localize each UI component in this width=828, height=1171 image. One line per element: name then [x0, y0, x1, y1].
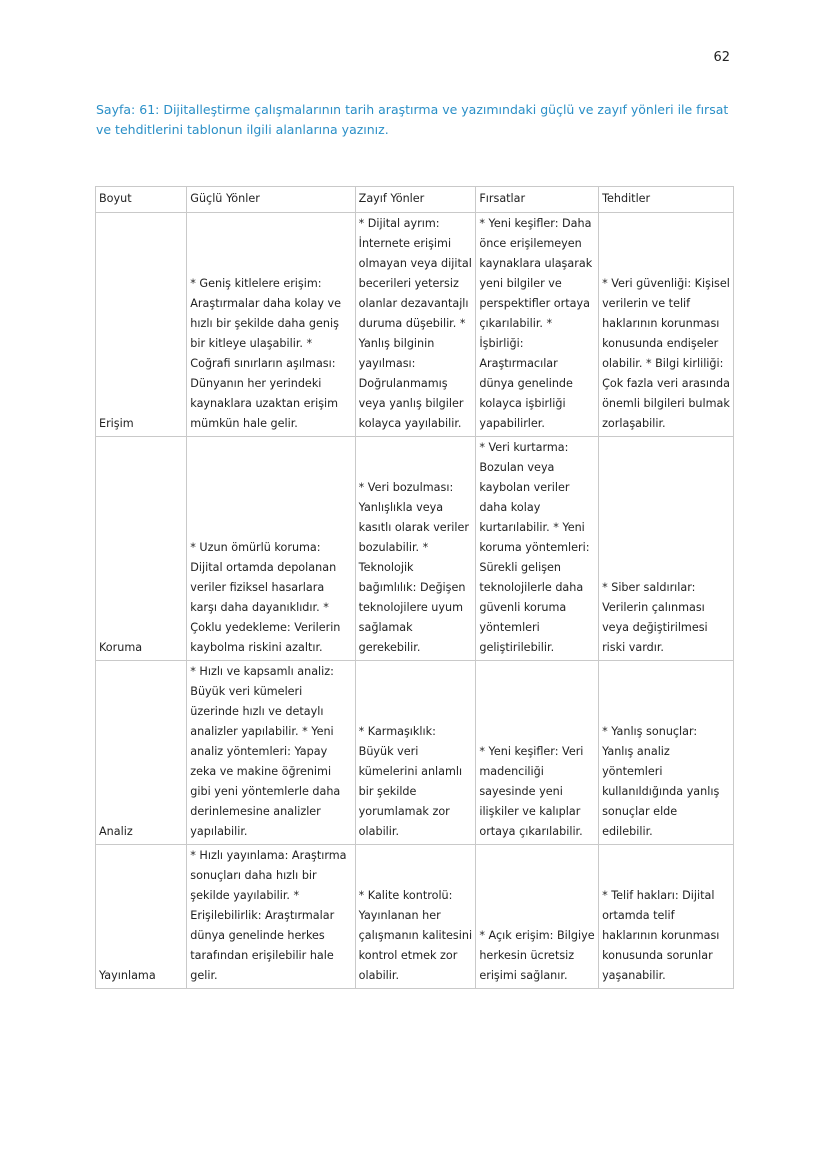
table-row	[96, 845, 734, 989]
cell-strengths: * Geniş kitlelere erişim: Araştırmalar daha kolay ve hızlı bir şekilde daha geniş bir kitleye ulaşabilir. * Coğrafi sınırların aşılması: Dünyanın her yerindeki kaynaklara uzaktan erişim mümkün hale gelir.	[187, 213, 355, 437]
cell-opportunities: * Yeni keşifler: Veri madenciliği sayesinde yeni ilişkiler ve kalıplar ortaya çıkarılabilir.	[476, 661, 599, 845]
cell-strengths: * Hızlı yayınlama: Araştırma sonuçları daha hızlı bir şekilde yayılabilir. * Erişilebilirlik: Araştırmalar dünya genelinde herkes tarafından erişilebilir hale gelir.	[187, 845, 355, 989]
cell-threats: * Yanlış sonuçlar: Yanlış analiz yöntemleri kullanıldığında yanlış sonuçlar elde edilebilir.	[599, 661, 734, 845]
table-row	[96, 437, 734, 661]
header-strengths: Güçlü Yönler	[187, 187, 355, 213]
cell-dimension: Erişim	[96, 213, 187, 437]
cell-strengths: * Hızlı ve kapsamlı analiz: Büyük veri kümeleri üzerinde hızlı ve detaylı analizler yapılabilir. * Yeni analiz yöntemleri: Yapay zeka ve makine öğrenimi gibi yeni yöntemlerle daha derinlemesine analizler yapılabilir.	[187, 661, 355, 845]
page-number: 62	[713, 50, 730, 65]
header-dimension: Boyut	[96, 187, 187, 213]
cell-dimension: Analiz	[96, 661, 187, 845]
header-opportunities: Fırsatlar	[476, 187, 599, 213]
cell-threats: * Siber saldırılar: Verilerin çalınması veya değiştirilmesi riski vardır.	[599, 437, 734, 661]
cell-opportunities: * Açık erişim: Bilgiye herkesin ücretsiz erişimi sağlanır.	[476, 845, 599, 989]
header-weaknesses: Zayıf Yönler	[355, 187, 476, 213]
page-heading: Sayfa: 61: Dijitalleştirme çalışmalarının tarih araştırma ve yazımındaki güçlü ve zayıf yönleri ile fırsat ve tehditlerini tablonun ilgili alanlarına yazınız.	[96, 102, 729, 137]
cell-strengths: * Uzun ömürlü koruma: Dijital ortamda depolanan veriler fiziksel hasarlara karşı daha dayanıklıdır. * Çoklu yedekleme: Verilerin kaybolma riskini azaltır.	[187, 437, 355, 661]
table-row	[96, 213, 734, 437]
table-header-row	[96, 187, 734, 213]
cell-weaknesses: * Veri bozulması: Yanlışlıkla veya kasıtlı olarak veriler bozulabilir. * Teknolojik bağımlılık: Değişen teknolojilere uyum sağlamak gerekebilir.	[355, 437, 476, 661]
cell-weaknesses: * Dijital ayrım: İnternete erişimi olmayan veya dijital becerileri yetersiz olanlar dezavantajlı duruma düşebilir. * Yanlış bilginin yayılması: Doğrulanmamış veya yanlış bilgiler kolayca yayılabilir.	[355, 213, 476, 437]
cell-opportunities: * Yeni keşifler: Daha önce erişilemeyen kaynaklara ulaşarak yeni bilgiler ve perspektifler ortaya çıkarılabilir. * İşbirliği: Araştırmacılar dünya genelinde kolayca işbirliği yapabilirler.	[476, 213, 599, 437]
cell-dimension: Koruma	[96, 437, 187, 661]
header-threats: Tehditler	[599, 187, 734, 213]
swot-table	[95, 186, 734, 989]
table-row	[96, 661, 734, 845]
cell-weaknesses: * Karmaşıklık: Büyük veri kümelerini anlamlı bir şekilde yorumlamak zor olabilir.	[355, 661, 476, 845]
cell-threats: * Veri güvenliği: Kişisel verilerin ve telif haklarının korunması konusunda endişeler olabilir. * Bilgi kirliliği: Çok fazla veri arasında önemli bilgileri bulmak zorlaşabilir.	[599, 213, 734, 437]
cell-opportunities: * Veri kurtarma: Bozulan veya kaybolan veriler daha kolay kurtarılabilir. * Yeni koruma yöntemleri: Sürekli gelişen teknolojilerle daha güvenli koruma yöntemleri geliştirilebilir.	[476, 437, 599, 661]
cell-dimension: Yayınlama	[96, 845, 187, 989]
cell-weaknesses: * Kalite kontrolü: Yayınlanan her çalışmanın kalitesini kontrol etmek zor olabilir.	[355, 845, 476, 989]
cell-threats: * Telif hakları: Dijital ortamda telif haklarının korunması konusunda sorunlar yaşanabilir.	[599, 845, 734, 989]
